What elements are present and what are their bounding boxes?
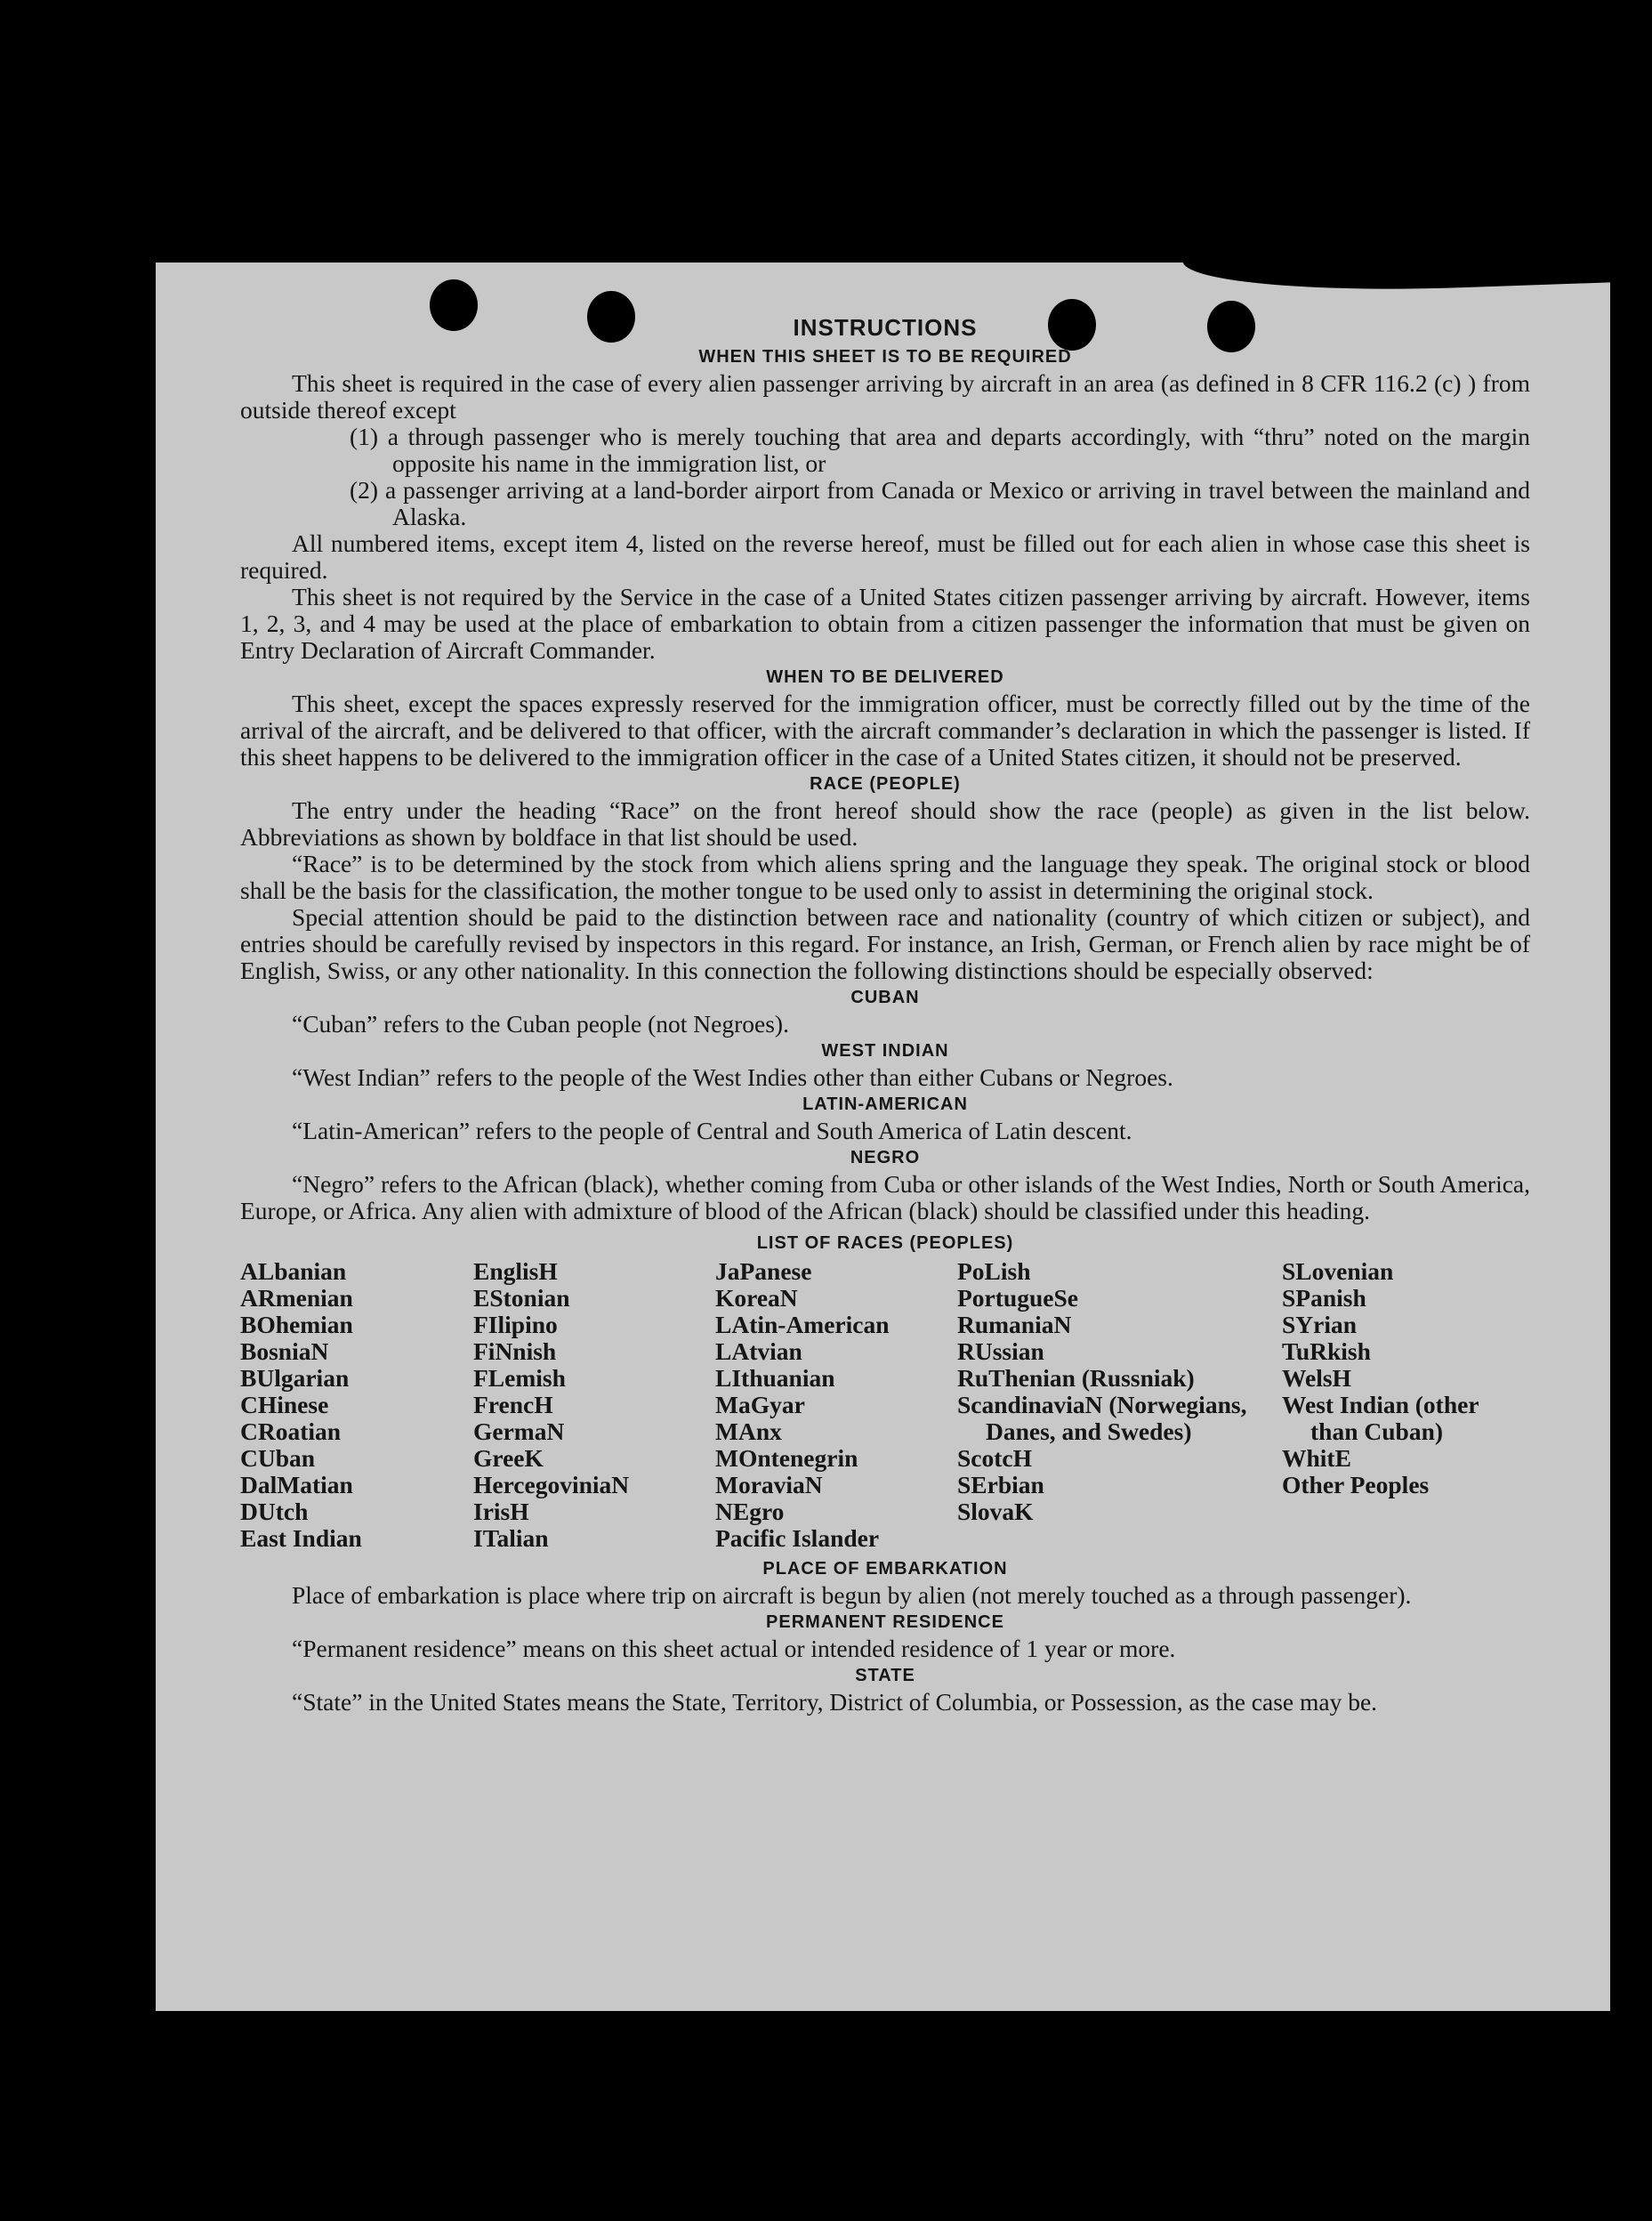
- race-entry: SlovaK: [957, 1498, 1034, 1525]
- race-entry: MaGyar: [715, 1391, 805, 1418]
- races-column: [715, 1258, 957, 1552]
- paragraph: This sheet is required in the case of every alien passenger arriving by aircraft in an area (as defined in 8 CFR 116.2 (c) ) from outside thereof except: [240, 369, 1530, 424]
- race-entry: DUtch: [240, 1498, 309, 1525]
- paragraph: “West Indian” refers to the people of the West Indies other than either Cubans or Negroes.: [292, 1063, 1173, 1091]
- section-heading: WHEN TO BE DELIVERED: [766, 667, 1004, 687]
- race-entry: SErbian: [957, 1471, 1044, 1498]
- race-entry: WhitE: [1282, 1444, 1351, 1472]
- race-entry: BOhemian: [240, 1311, 353, 1338]
- list-item: (1) a through passenger who is merely touching that area and departs accordingly, with “thru” noted on the margin opposite his name in the immigration list, or: [350, 423, 1530, 477]
- paragraph: “State” in the United States means the State, Territory, District of Columbia, or Possession, as the case may be.: [292, 1688, 1378, 1716]
- race-entry: EnglisH: [473, 1257, 558, 1285]
- race-entry: SYrian: [1282, 1311, 1358, 1338]
- race-entry: Other Peoples: [1282, 1471, 1430, 1498]
- section-heading: CUBAN: [850, 988, 920, 1007]
- race-entry: WelsH: [1282, 1364, 1351, 1392]
- paragraph: This sheet, except the spaces expressly reserved for the immigration officer, must be correctly filled out by the time of the arrival of the aircraft, and be delivered to that officer, with the aircraft commander’s declaration in which the passenger is listed. If this sheet happens to be delivered to the immigration officer in the case of a United States citizen, it should not be preserved.: [240, 690, 1530, 771]
- race-entry: PoLish: [957, 1257, 1031, 1285]
- race-entry: CRoatian: [240, 1417, 342, 1445]
- list-item: (2) a passenger arriving at a land-border airport from Canada or Mexico or arriving in travel between the mainland and Alaska.: [350, 476, 1530, 530]
- races-column: [957, 1258, 1282, 1552]
- race-entry: ScandinaviaN (Norwegians, Danes, and Swedes): [957, 1391, 1247, 1445]
- race-entry: DalMatian: [240, 1471, 353, 1498]
- section-heading: WHEN THIS SHEET IS TO BE REQUIRED: [698, 347, 1072, 367]
- race-entry: EStonian: [473, 1284, 570, 1312]
- race-entry: FIlipino: [473, 1311, 558, 1338]
- paragraph: This sheet is not required by the Service in the case of a United States citizen passenger arriving by aircraft. However, items 1, 2, 3, and 4 may be used at the place of embarkation to obtain from a citizen passenger the information that must be given on Entry Declaration of Aircraft Commander.: [240, 583, 1530, 664]
- race-entry: JaPanese: [715, 1257, 812, 1285]
- paragraph: “Negro” refers to the African (black), whether coming from Cuba or other islands of the West Indies, North or South America, Europe, or Africa. Any alien with admixture of blood of the African (black) should be classified under this heading.: [240, 1170, 1530, 1224]
- race-entry: LAtvian: [715, 1337, 802, 1365]
- races-column: [473, 1258, 715, 1552]
- race-entry: FLemish: [473, 1364, 566, 1392]
- race-entry: MAnx: [715, 1417, 782, 1445]
- race-entry: KoreaN: [715, 1284, 798, 1312]
- race-entry: BUlgarian: [240, 1364, 350, 1392]
- document-title: INSTRUCTIONS: [793, 314, 978, 341]
- race-entry: RumaniaN: [957, 1311, 1072, 1338]
- paragraph: “Latin-American” refers to the people of Central and South America of Latin descent.: [292, 1117, 1132, 1144]
- paragraph: The entry under the heading “Race” on the front hereof should show the race (people) as given in the list below. Abbreviations as shown by boldface in that list should be used.: [240, 796, 1530, 851]
- section-heading: WEST INDIAN: [821, 1041, 949, 1061]
- races-list: [240, 1258, 1530, 1552]
- race-entry: NEgro: [715, 1498, 785, 1525]
- section-heading: PERMANENT RESIDENCE: [766, 1612, 1004, 1632]
- races-column: [1282, 1258, 1530, 1552]
- race-entry: MoraviaN: [715, 1471, 823, 1498]
- race-entry: TuRkish: [1282, 1337, 1371, 1365]
- document-content-area: [156, 262, 1610, 2011]
- section-heading: STATE: [855, 1666, 915, 1685]
- race-entry: ScotcH: [957, 1444, 1033, 1472]
- races-column: [240, 1258, 473, 1552]
- race-entry: SLovenian: [1282, 1257, 1394, 1285]
- section-heading: RACE (PEOPLE): [810, 774, 961, 794]
- race-entry: FiNnish: [473, 1337, 557, 1365]
- race-entry: HercegoviniaN: [473, 1471, 630, 1498]
- section-heading: PLACE OF EMBARKATION: [762, 1559, 1008, 1579]
- race-entry: IrisH: [473, 1498, 529, 1525]
- race-entry: CUban: [240, 1444, 316, 1472]
- race-entry: ITalian: [473, 1524, 549, 1552]
- paragraph: Special attention should be paid to the distinction between race and nationality (country of which citizen or subject), and entries should be carefully revised by inspectors in this regard. For instance, an Irish, German, or French alien by race might be of English, Swiss, or any other nationality. In this connection the following distinctions should be especially observed:: [240, 903, 1530, 984]
- section-heading: LATIN-AMERICAN: [802, 1094, 968, 1114]
- paragraph: “Race” is to be determined by the stock from which aliens spring and the language they speak. The original stock or blood shall be the basis for the classification, the mother tongue to be used only to assist in determining the original stock.: [240, 850, 1530, 904]
- section-heading: LIST OF RACES (PEOPLES): [756, 1233, 1014, 1253]
- paragraph: Place of embarkation is place where trip on aircraft is begun by alien (not merely touched as a through passenger).: [292, 1581, 1412, 1609]
- race-entry: RUssian: [957, 1337, 1044, 1365]
- race-entry: RuThenian (Russniak): [957, 1364, 1195, 1392]
- race-entry: BosniaN: [240, 1337, 329, 1365]
- race-entry: MOntenegrin: [715, 1444, 858, 1472]
- section-heading: NEGRO: [850, 1148, 921, 1167]
- race-entry: GermaN: [473, 1417, 565, 1445]
- race-entry: West Indian (other than Cuban): [1282, 1391, 1479, 1445]
- paragraph: All numbered items, except item 4, listed on the reverse hereof, must be filled out for each alien in whose case this sheet is required.: [240, 529, 1530, 584]
- race-entry: GreeK: [473, 1444, 544, 1472]
- race-entry: LIthuanian: [715, 1364, 835, 1392]
- instructions-content: [240, 311, 1530, 1716]
- race-entry: ALbanian: [240, 1257, 347, 1285]
- paragraph: “Cuban” refers to the Cuban people (not Negroes).: [292, 1010, 789, 1038]
- paragraph: “Permanent residence” means on this sheet actual or intended residence of 1 year or more.: [292, 1635, 1176, 1662]
- race-entry: SPanish: [1282, 1284, 1366, 1312]
- race-entry: Pacific Islander: [715, 1524, 880, 1552]
- race-entry: ARmenian: [240, 1284, 353, 1312]
- race-entry: CHinese: [240, 1391, 329, 1418]
- race-entry: East Indian: [240, 1524, 362, 1552]
- race-entry: FrencH: [473, 1391, 553, 1418]
- race-entry: LAtin-American: [715, 1311, 890, 1338]
- race-entry: PortugueSe: [957, 1284, 1078, 1312]
